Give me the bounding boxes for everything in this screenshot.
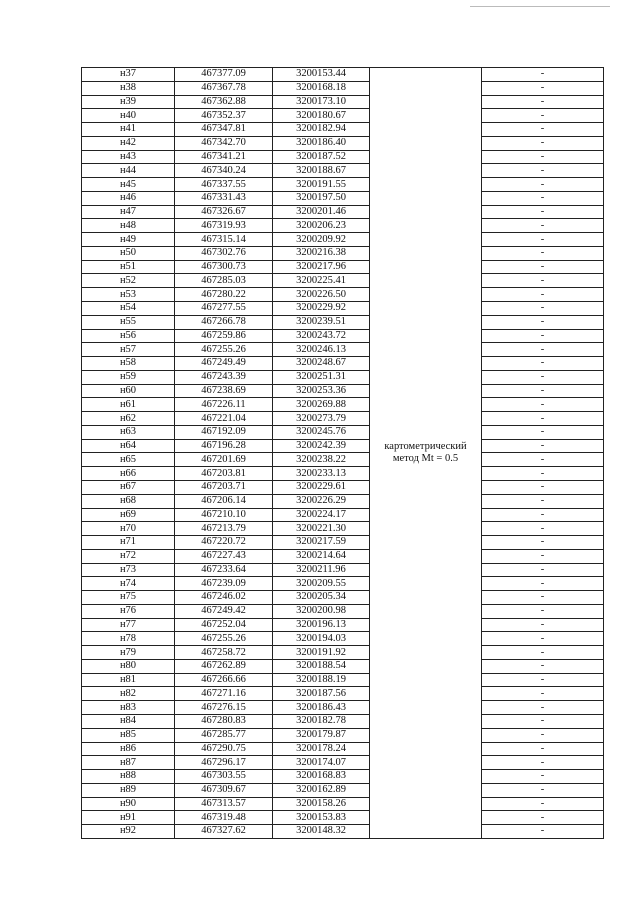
coordinates-table-body [82,68,604,839]
point-name-cell: н81 [82,673,175,687]
table-row [82,425,604,439]
y-coordinate-cell: 3200217.96 [273,260,370,274]
table-row [82,480,604,494]
y-coordinate-cell: 3200229.61 [273,480,370,494]
y-coordinate-cell: 3200173.10 [273,95,370,109]
table-row [82,274,604,288]
accuracy-cell: - [482,770,604,784]
point-name-cell: н84 [82,714,175,728]
point-name-cell: н38 [82,81,175,95]
accuracy-cell: - [482,522,604,536]
y-coordinate-cell: 3200182.94 [273,123,370,137]
y-coordinate-cell: 3200248.67 [273,357,370,371]
y-coordinate-cell: 3200243.72 [273,329,370,343]
y-coordinate-cell: 3200153.83 [273,811,370,825]
point-name-cell: н59 [82,370,175,384]
accuracy-cell: - [482,81,604,95]
table-row [82,178,604,192]
accuracy-cell: - [482,742,604,756]
accuracy-cell: - [482,343,604,357]
x-coordinate-cell: 467227.43 [175,549,273,563]
y-coordinate-cell: 3200188.54 [273,659,370,673]
point-name-cell: н91 [82,811,175,825]
x-coordinate-cell: 467238.69 [175,384,273,398]
point-name-cell: н85 [82,728,175,742]
y-coordinate-cell: 3200239.51 [273,315,370,329]
y-coordinate-cell: 3200253.36 [273,384,370,398]
x-coordinate-cell: 467201.69 [175,453,273,467]
y-coordinate-cell: 3200201.46 [273,205,370,219]
accuracy-cell: - [482,577,604,591]
x-coordinate-cell: 467300.73 [175,260,273,274]
table-row [82,191,604,205]
x-coordinate-cell: 467276.15 [175,701,273,715]
point-name-cell: н53 [82,288,175,302]
method-cell [370,68,482,839]
table-row [82,246,604,260]
x-coordinate-cell: 467341.21 [175,150,273,164]
x-coordinate-cell: 467280.22 [175,288,273,302]
accuracy-cell: - [482,632,604,646]
table-row [82,508,604,522]
scan-artifact-line [470,6,610,7]
table-row [82,453,604,467]
point-name-cell: н51 [82,260,175,274]
table-row [82,714,604,728]
accuracy-cell: - [482,480,604,494]
y-coordinate-cell: 3200186.40 [273,136,370,150]
x-coordinate-cell: 467302.76 [175,246,273,260]
table-row [82,81,604,95]
y-coordinate-cell: 3200168.18 [273,81,370,95]
point-name-cell: н75 [82,591,175,605]
table-row [82,783,604,797]
accuracy-cell: - [482,260,604,274]
table-row [82,260,604,274]
table-row [82,68,604,82]
point-name-cell: н67 [82,480,175,494]
x-coordinate-cell: 467266.66 [175,673,273,687]
y-coordinate-cell: 3200200.98 [273,604,370,618]
table-row [82,494,604,508]
table-row [82,109,604,123]
accuracy-cell: - [482,398,604,412]
point-name-cell: н87 [82,756,175,770]
x-coordinate-cell: 467249.49 [175,357,273,371]
x-coordinate-cell: 467277.55 [175,302,273,316]
point-name-cell: н60 [82,384,175,398]
y-coordinate-cell: 3200178.24 [273,742,370,756]
y-coordinate-cell: 3200209.55 [273,577,370,591]
table-row [82,439,604,453]
accuracy-cell: - [482,178,604,192]
x-coordinate-cell: 467303.55 [175,770,273,784]
y-coordinate-cell: 3200180.67 [273,109,370,123]
y-coordinate-cell: 3200246.13 [273,343,370,357]
point-name-cell: н46 [82,191,175,205]
point-name-cell: н57 [82,343,175,357]
table-row [82,233,604,247]
point-name-cell: н63 [82,425,175,439]
point-name-cell: н80 [82,659,175,673]
table-row [82,797,604,811]
accuracy-cell: - [482,95,604,109]
accuracy-cell: - [482,425,604,439]
table-row [82,357,604,371]
table-row [82,549,604,563]
accuracy-cell: - [482,274,604,288]
x-coordinate-cell: 467258.72 [175,646,273,660]
point-name-cell: н62 [82,412,175,426]
accuracy-cell: - [482,384,604,398]
y-coordinate-cell: 3200188.67 [273,164,370,178]
accuracy-cell: - [482,494,604,508]
table-row [82,577,604,591]
table-row [82,825,604,839]
x-coordinate-cell: 467290.75 [175,742,273,756]
y-coordinate-cell: 3200226.50 [273,288,370,302]
x-coordinate-cell: 467296.17 [175,756,273,770]
x-coordinate-cell: 467331.43 [175,191,273,205]
y-coordinate-cell: 3200224.17 [273,508,370,522]
accuracy-cell: - [482,549,604,563]
x-coordinate-cell: 467243.39 [175,370,273,384]
y-coordinate-cell: 3200216.38 [273,246,370,260]
point-name-cell: н52 [82,274,175,288]
x-coordinate-cell: 467255.26 [175,632,273,646]
point-name-cell: н77 [82,618,175,632]
table-row [82,701,604,715]
x-coordinate-cell: 467313.57 [175,797,273,811]
x-coordinate-cell: 467249.42 [175,604,273,618]
table-row [82,687,604,701]
table-row [82,632,604,646]
x-coordinate-cell: 467262.89 [175,659,273,673]
y-coordinate-cell: 3200273.79 [273,412,370,426]
point-name-cell: н39 [82,95,175,109]
accuracy-cell: - [482,659,604,673]
y-coordinate-cell: 3200245.76 [273,425,370,439]
x-coordinate-cell: 467337.55 [175,178,273,192]
table-row [82,659,604,673]
accuracy-cell: - [482,453,604,467]
point-name-cell: н79 [82,646,175,660]
accuracy-cell: - [482,467,604,481]
y-coordinate-cell: 3200238.22 [273,453,370,467]
accuracy-cell: - [482,315,604,329]
y-coordinate-cell: 3200221.30 [273,522,370,536]
accuracy-cell: - [482,825,604,839]
point-name-cell: н65 [82,453,175,467]
y-coordinate-cell: 3200206.23 [273,219,370,233]
accuracy-cell: - [482,783,604,797]
accuracy-cell: - [482,109,604,123]
accuracy-cell: - [482,811,604,825]
accuracy-cell: - [482,536,604,550]
table-row [82,728,604,742]
x-coordinate-cell: 467226.11 [175,398,273,412]
x-coordinate-cell: 467210.10 [175,508,273,522]
x-coordinate-cell: 467213.79 [175,522,273,536]
accuracy-cell: - [482,246,604,260]
y-coordinate-cell: 3200179.87 [273,728,370,742]
point-name-cell: н74 [82,577,175,591]
y-coordinate-cell: 3200229.92 [273,302,370,316]
point-name-cell: н61 [82,398,175,412]
table-row [82,315,604,329]
accuracy-cell: - [482,412,604,426]
point-name-cell: н50 [82,246,175,260]
point-name-cell: н55 [82,315,175,329]
x-coordinate-cell: 467309.67 [175,783,273,797]
y-coordinate-cell: 3200186.43 [273,701,370,715]
y-coordinate-cell: 3200269.88 [273,398,370,412]
point-name-cell: н82 [82,687,175,701]
x-coordinate-cell: 467326.67 [175,205,273,219]
point-name-cell: н37 [82,68,175,82]
table-row [82,370,604,384]
table-row [82,150,604,164]
y-coordinate-cell: 3200191.55 [273,178,370,192]
x-coordinate-cell: 467196.28 [175,439,273,453]
point-name-cell: н72 [82,549,175,563]
y-coordinate-cell: 3200197.50 [273,191,370,205]
accuracy-cell: - [482,673,604,687]
table-row [82,618,604,632]
y-coordinate-cell: 3200148.32 [273,825,370,839]
y-coordinate-cell: 3200214.64 [273,549,370,563]
table-row [82,522,604,536]
point-name-cell: н92 [82,825,175,839]
table-row [82,219,604,233]
point-name-cell: н56 [82,329,175,343]
method-line-1: картометрический [384,440,467,452]
x-coordinate-cell: 467252.04 [175,618,273,632]
x-coordinate-cell: 467233.64 [175,563,273,577]
table-row [82,398,604,412]
accuracy-cell: - [482,701,604,715]
point-name-cell: н76 [82,604,175,618]
accuracy-cell: - [482,205,604,219]
table-row [82,756,604,770]
y-coordinate-cell: 3200168.83 [273,770,370,784]
table-row [82,329,604,343]
table-row [82,770,604,784]
y-coordinate-cell: 3200242.39 [273,439,370,453]
x-coordinate-cell: 467239.09 [175,577,273,591]
accuracy-cell: - [482,370,604,384]
x-coordinate-cell: 467203.81 [175,467,273,481]
accuracy-cell: - [482,563,604,577]
x-coordinate-cell: 467221.04 [175,412,273,426]
table-row [82,467,604,481]
accuracy-cell: - [482,618,604,632]
point-name-cell: н70 [82,522,175,536]
x-coordinate-cell: 467377.09 [175,68,273,82]
point-name-cell: н54 [82,302,175,316]
x-coordinate-cell: 467327.62 [175,825,273,839]
accuracy-cell: - [482,329,604,343]
x-coordinate-cell: 467206.14 [175,494,273,508]
x-coordinate-cell: 467255.26 [175,343,273,357]
x-coordinate-cell: 467285.77 [175,728,273,742]
table-row [82,136,604,150]
accuracy-cell: - [482,604,604,618]
accuracy-cell: - [482,646,604,660]
y-coordinate-cell: 3200233.13 [273,467,370,481]
accuracy-cell: - [482,164,604,178]
accuracy-cell: - [482,797,604,811]
y-coordinate-cell: 3200217.59 [273,536,370,550]
accuracy-cell: - [482,68,604,82]
point-name-cell: н83 [82,701,175,715]
accuracy-cell: - [482,136,604,150]
accuracy-cell: - [482,508,604,522]
point-name-cell: н86 [82,742,175,756]
table-row [82,123,604,137]
x-coordinate-cell: 467220.72 [175,536,273,550]
table-row [82,205,604,219]
table-row [82,384,604,398]
y-coordinate-cell: 3200187.56 [273,687,370,701]
accuracy-cell: - [482,233,604,247]
x-coordinate-cell: 467271.16 [175,687,273,701]
table-row [82,563,604,577]
y-coordinate-cell: 3200153.44 [273,68,370,82]
accuracy-cell: - [482,714,604,728]
table-row [82,646,604,660]
method-line-2: метод Mt = 0.5 [392,452,459,464]
table-row [82,288,604,302]
point-name-cell: н48 [82,219,175,233]
point-name-cell: н71 [82,536,175,550]
table-row [82,673,604,687]
x-coordinate-cell: 467285.03 [175,274,273,288]
table-row [82,536,604,550]
accuracy-cell: - [482,439,604,453]
point-name-cell: н40 [82,109,175,123]
point-name-cell: н58 [82,357,175,371]
x-coordinate-cell: 467367.78 [175,81,273,95]
table-row [82,412,604,426]
point-name-cell: н66 [82,467,175,481]
x-coordinate-cell: 467319.93 [175,219,273,233]
x-coordinate-cell: 467340.24 [175,164,273,178]
accuracy-cell: - [482,288,604,302]
table-row [82,343,604,357]
point-name-cell: н89 [82,783,175,797]
point-name-cell: н90 [82,797,175,811]
x-coordinate-cell: 467342.70 [175,136,273,150]
point-name-cell: н44 [82,164,175,178]
y-coordinate-cell: 3200226.29 [273,494,370,508]
accuracy-cell: - [482,357,604,371]
y-coordinate-cell: 3200251.31 [273,370,370,384]
x-coordinate-cell: 467347.81 [175,123,273,137]
point-name-cell: н64 [82,439,175,453]
x-coordinate-cell: 467192.09 [175,425,273,439]
accuracy-cell: - [482,687,604,701]
point-name-cell: н49 [82,233,175,247]
accuracy-cell: - [482,219,604,233]
y-coordinate-cell: 3200182.78 [273,714,370,728]
y-coordinate-cell: 3200162.89 [273,783,370,797]
x-coordinate-cell: 467266.78 [175,315,273,329]
accuracy-cell: - [482,591,604,605]
y-coordinate-cell: 3200196.13 [273,618,370,632]
point-name-cell: н78 [82,632,175,646]
point-name-cell: н88 [82,770,175,784]
accuracy-cell: - [482,150,604,164]
point-name-cell: н47 [82,205,175,219]
table-row [82,811,604,825]
table-row [82,95,604,109]
y-coordinate-cell: 3200187.52 [273,150,370,164]
x-coordinate-cell: 467203.71 [175,480,273,494]
y-coordinate-cell: 3200225.41 [273,274,370,288]
table-row [82,604,604,618]
y-coordinate-cell: 3200174.07 [273,756,370,770]
table-row [82,164,604,178]
point-name-cell: н42 [82,136,175,150]
y-coordinate-cell: 3200158.26 [273,797,370,811]
y-coordinate-cell: 3200211.96 [273,563,370,577]
x-coordinate-cell: 467362.88 [175,95,273,109]
y-coordinate-cell: 3200191.92 [273,646,370,660]
x-coordinate-cell: 467315.14 [175,233,273,247]
accuracy-cell: - [482,191,604,205]
x-coordinate-cell: 467259.86 [175,329,273,343]
x-coordinate-cell: 467352.37 [175,109,273,123]
point-name-cell: н41 [82,123,175,137]
y-coordinate-cell: 3200188.19 [273,673,370,687]
accuracy-cell: - [482,302,604,316]
coordinates-table [81,67,604,839]
y-coordinate-cell: 3200209.92 [273,233,370,247]
y-coordinate-cell: 3200194.03 [273,632,370,646]
point-name-cell: н45 [82,178,175,192]
point-name-cell: н73 [82,563,175,577]
table-row [82,742,604,756]
point-name-cell: н43 [82,150,175,164]
table-row [82,591,604,605]
x-coordinate-cell: 467319.48 [175,811,273,825]
table-row [82,302,604,316]
point-name-cell: н68 [82,494,175,508]
accuracy-cell: - [482,123,604,137]
accuracy-cell: - [482,756,604,770]
y-coordinate-cell: 3200205.34 [273,591,370,605]
x-coordinate-cell: 467246.02 [175,591,273,605]
accuracy-cell: - [482,728,604,742]
point-name-cell: н69 [82,508,175,522]
x-coordinate-cell: 467280.83 [175,714,273,728]
